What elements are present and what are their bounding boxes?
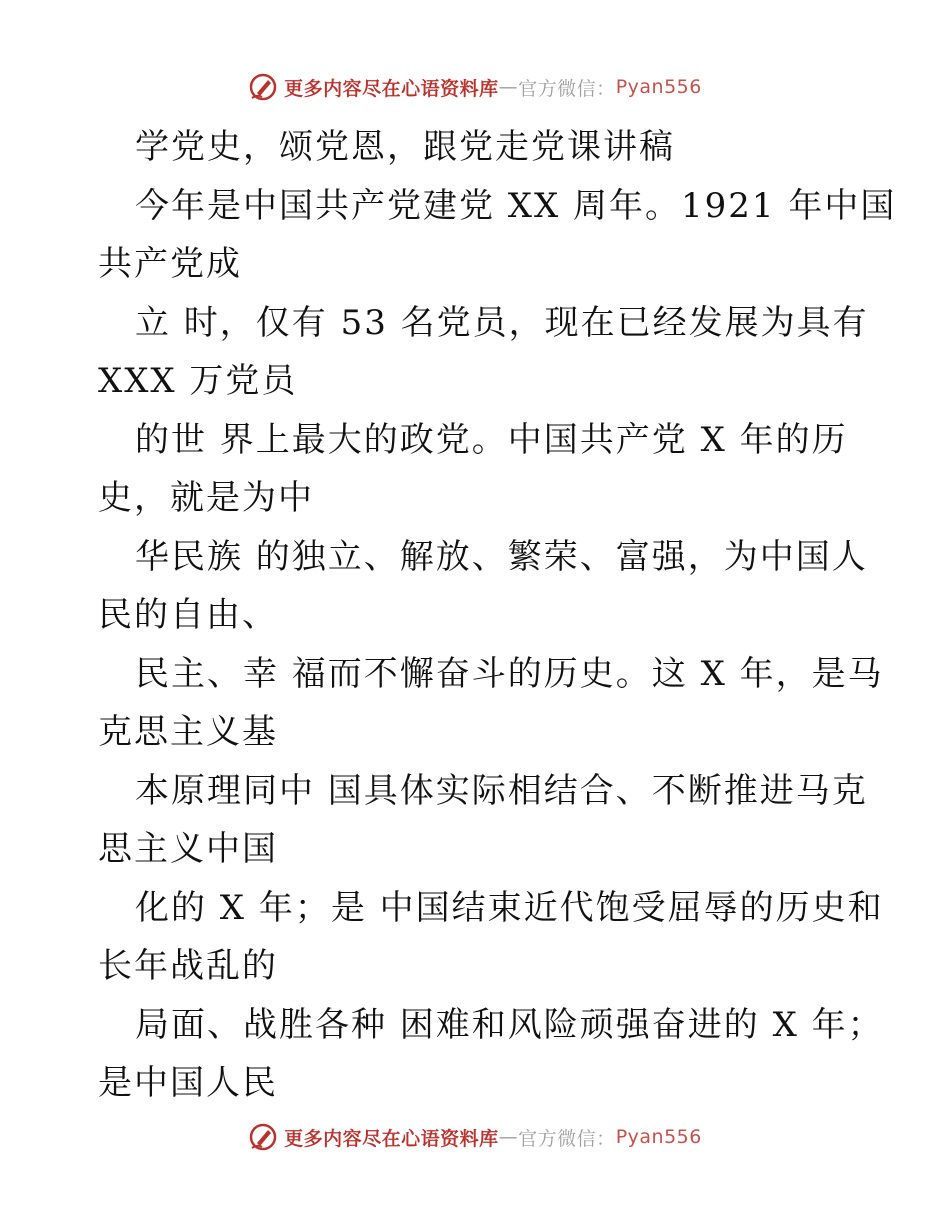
pen-circle-logo-icon [248,72,278,102]
document-title: 学党史，颂党恩，跟党走党课讲稿 [135,127,675,167]
header-watermark [0,72,950,102]
watermark-separator: — [498,76,519,98]
document-body [98,118,897,1113]
text-line: 局面、战胜各种 困难和风险顽强奋进的 X 年； [135,1004,884,1045]
watermark-wechat-label: 官方微信： [518,77,616,100]
text-line: 今年是中国共产党建党 XX 周年。1921 年中国 [135,185,897,226]
text-line: 的世 界上最大的政党。中国共产党 X 年的历 [135,419,848,460]
text-line: 共产党成 [98,244,242,284]
text-line: 华民族 的独立、解放、繁荣、富强，为中国人 [135,536,868,577]
watermark-main-text: 更多内容尽在心语资料库 [284,77,499,100]
text-line: 民的自由、 [98,595,278,635]
text-line: 是中国人民 [98,1063,278,1103]
text-line: 长年战乱的 [98,946,278,986]
text-line: 克思主义基 [98,712,278,752]
text-line: 民主、幸 福而不懈奋斗的历史。这 X 年，是马 [135,653,884,694]
text-line: 史，就是为中 [98,478,314,518]
text-line: 立 时，仅有 53 名党员，现在已经发展为具有 [135,302,869,343]
text-line: 思主义中国 [98,829,278,869]
text-line: 本原理同中 国具体实际相结合、不断推进马克 [135,770,868,811]
pen-circle-logo-icon [248,1122,278,1152]
watermark-wechat-label: 官方微信： [518,1127,616,1150]
footer-watermark [0,1122,950,1152]
watermark-separator: — [498,1126,519,1148]
watermark-wechat-id: Pyan556 [615,76,702,98]
watermark-main-text: 更多内容尽在心语资料库 [284,1127,499,1150]
text-line: XXX 万党员 [98,361,298,401]
text-line: 化的 X 年；是 中国结束近代饱受屈辱的历史和 [135,887,884,928]
watermark-wechat-id: Pyan556 [615,1126,702,1148]
